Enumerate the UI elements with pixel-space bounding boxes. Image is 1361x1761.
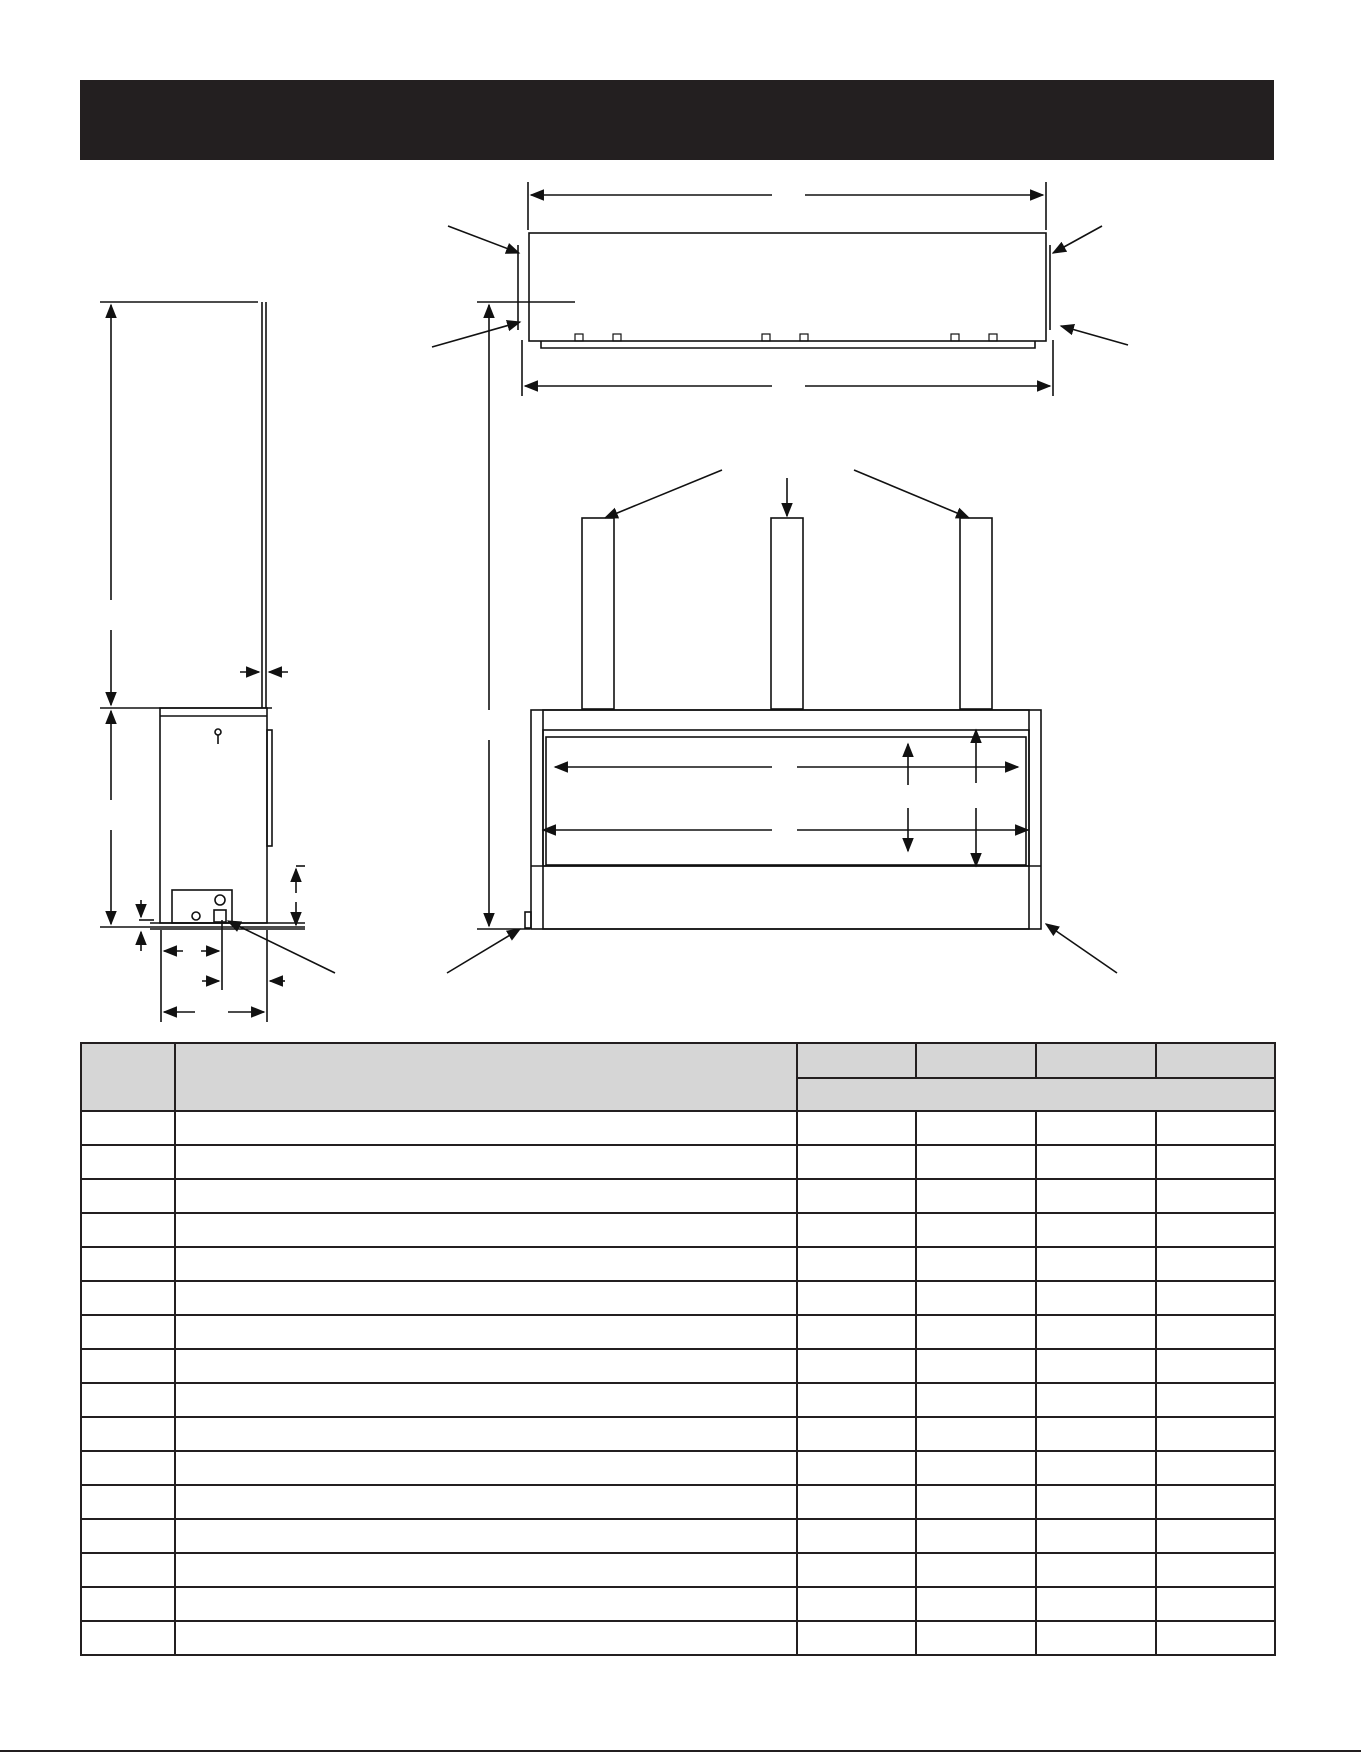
table-row — [81, 1213, 1275, 1247]
table-cell — [1156, 1519, 1275, 1553]
table-cell — [1156, 1213, 1275, 1247]
table-cell — [916, 1485, 1036, 1519]
table-cell — [916, 1587, 1036, 1621]
table-cell — [1156, 1315, 1275, 1349]
table-cell — [175, 1451, 797, 1485]
table-cell — [175, 1417, 797, 1451]
table-cell — [1156, 1485, 1275, 1519]
table-cell — [1036, 1417, 1156, 1451]
table-cell — [175, 1111, 797, 1145]
table-row — [81, 1179, 1275, 1213]
table-row — [81, 1247, 1275, 1281]
table-cell — [81, 1179, 175, 1213]
table-cell — [916, 1451, 1036, 1485]
table-cell — [797, 1451, 916, 1485]
table-cell — [1156, 1247, 1275, 1281]
table-cell — [175, 1315, 797, 1349]
column-header-model-3 — [1036, 1043, 1156, 1078]
table-row — [81, 1587, 1275, 1621]
table-row — [81, 1485, 1275, 1519]
column-header-model-1 — [797, 1043, 916, 1078]
table-cell — [797, 1145, 916, 1179]
dimensions-table — [80, 1042, 1276, 1656]
table-row — [81, 1553, 1275, 1587]
table-cell — [1156, 1553, 1275, 1587]
table-cell — [916, 1179, 1036, 1213]
table-cell — [1036, 1145, 1156, 1179]
table-header-row — [81, 1043, 1275, 1078]
table-row — [81, 1281, 1275, 1315]
table-cell — [81, 1587, 175, 1621]
table-cell — [916, 1281, 1036, 1315]
table-cell — [916, 1417, 1036, 1451]
table-cell — [175, 1213, 797, 1247]
table-cell — [1036, 1621, 1156, 1655]
table-cell — [175, 1553, 797, 1587]
table-row — [81, 1519, 1275, 1553]
table-cell — [175, 1145, 797, 1179]
table-cell — [1156, 1111, 1275, 1145]
table-cell — [1036, 1383, 1156, 1417]
table-row — [81, 1349, 1275, 1383]
table-cell — [1156, 1621, 1275, 1655]
table-cell — [81, 1213, 175, 1247]
table-cell — [797, 1485, 916, 1519]
table-row — [81, 1621, 1275, 1655]
table-cell — [797, 1281, 916, 1315]
table-cell — [916, 1383, 1036, 1417]
table-cell — [797, 1179, 916, 1213]
table-cell — [1036, 1179, 1156, 1213]
footer-rule — [0, 1750, 1361, 1752]
table-cell — [916, 1111, 1036, 1145]
table-cell — [81, 1485, 175, 1519]
table-cell — [797, 1383, 916, 1417]
table-cell — [797, 1519, 916, 1553]
table-cell — [1036, 1349, 1156, 1383]
table-cell — [1036, 1247, 1156, 1281]
table-cell — [81, 1281, 175, 1315]
column-header-model-2 — [916, 1043, 1036, 1078]
table-cell — [1156, 1349, 1275, 1383]
table-cell — [175, 1281, 797, 1315]
table-row — [81, 1383, 1275, 1417]
table-cell — [797, 1315, 916, 1349]
table-cell — [1036, 1451, 1156, 1485]
table-cell — [81, 1247, 175, 1281]
table-cell — [81, 1621, 175, 1655]
table-row — [81, 1451, 1275, 1485]
table-cell — [81, 1553, 175, 1587]
side-view-drawing — [100, 302, 335, 1022]
table-cell — [916, 1145, 1036, 1179]
table-cell — [81, 1519, 175, 1553]
table-cell — [1036, 1553, 1156, 1587]
table-cell — [797, 1417, 916, 1451]
table-row — [81, 1315, 1275, 1349]
table-cell — [81, 1451, 175, 1485]
table-cell — [175, 1485, 797, 1519]
table-cell — [1036, 1519, 1156, 1553]
table-cell — [916, 1247, 1036, 1281]
table-cell — [1156, 1417, 1275, 1451]
table-cell — [175, 1383, 797, 1417]
top-view-brackets — [575, 334, 997, 341]
column-header-description — [175, 1043, 797, 1111]
table-cell — [916, 1213, 1036, 1247]
table-cell — [1036, 1587, 1156, 1621]
column-subheader — [797, 1078, 1275, 1111]
table-cell — [1036, 1111, 1156, 1145]
table-cell — [916, 1315, 1036, 1349]
table-cell — [1036, 1281, 1156, 1315]
table-row — [81, 1145, 1275, 1179]
table-cell — [1036, 1315, 1156, 1349]
table-cell — [1156, 1587, 1275, 1621]
table-cell — [1036, 1213, 1156, 1247]
table-cell — [1156, 1145, 1275, 1179]
table-cell — [175, 1587, 797, 1621]
table-cell — [81, 1145, 175, 1179]
table-cell — [175, 1349, 797, 1383]
table-cell — [1156, 1383, 1275, 1417]
table-cell — [175, 1519, 797, 1553]
table-cell — [1036, 1485, 1156, 1519]
table-cell — [797, 1349, 916, 1383]
table-cell — [797, 1247, 916, 1281]
table-row — [81, 1417, 1275, 1451]
table-cell — [81, 1383, 175, 1417]
table-cell — [916, 1519, 1036, 1553]
table-cell — [797, 1587, 916, 1621]
top-view-drawing — [432, 182, 1128, 396]
table-cell — [175, 1179, 797, 1213]
table-row — [81, 1111, 1275, 1145]
table-cell — [81, 1417, 175, 1451]
table-cell — [1156, 1281, 1275, 1315]
table-cell — [916, 1553, 1036, 1587]
table-cell — [175, 1621, 797, 1655]
column-header-letter — [81, 1043, 175, 1111]
table-cell — [797, 1553, 916, 1587]
table-cell — [81, 1349, 175, 1383]
table-cell — [175, 1247, 797, 1281]
table-cell — [916, 1349, 1036, 1383]
table-cell — [916, 1621, 1036, 1655]
table-cell — [81, 1111, 175, 1145]
table-cell — [797, 1213, 916, 1247]
table-cell — [81, 1315, 175, 1349]
table-cell — [1156, 1179, 1275, 1213]
table-cell — [797, 1111, 916, 1145]
table-cell — [1156, 1451, 1275, 1485]
front-view-drawing — [447, 302, 1117, 973]
table-cell — [797, 1621, 916, 1655]
column-header-model-4 — [1156, 1043, 1275, 1078]
